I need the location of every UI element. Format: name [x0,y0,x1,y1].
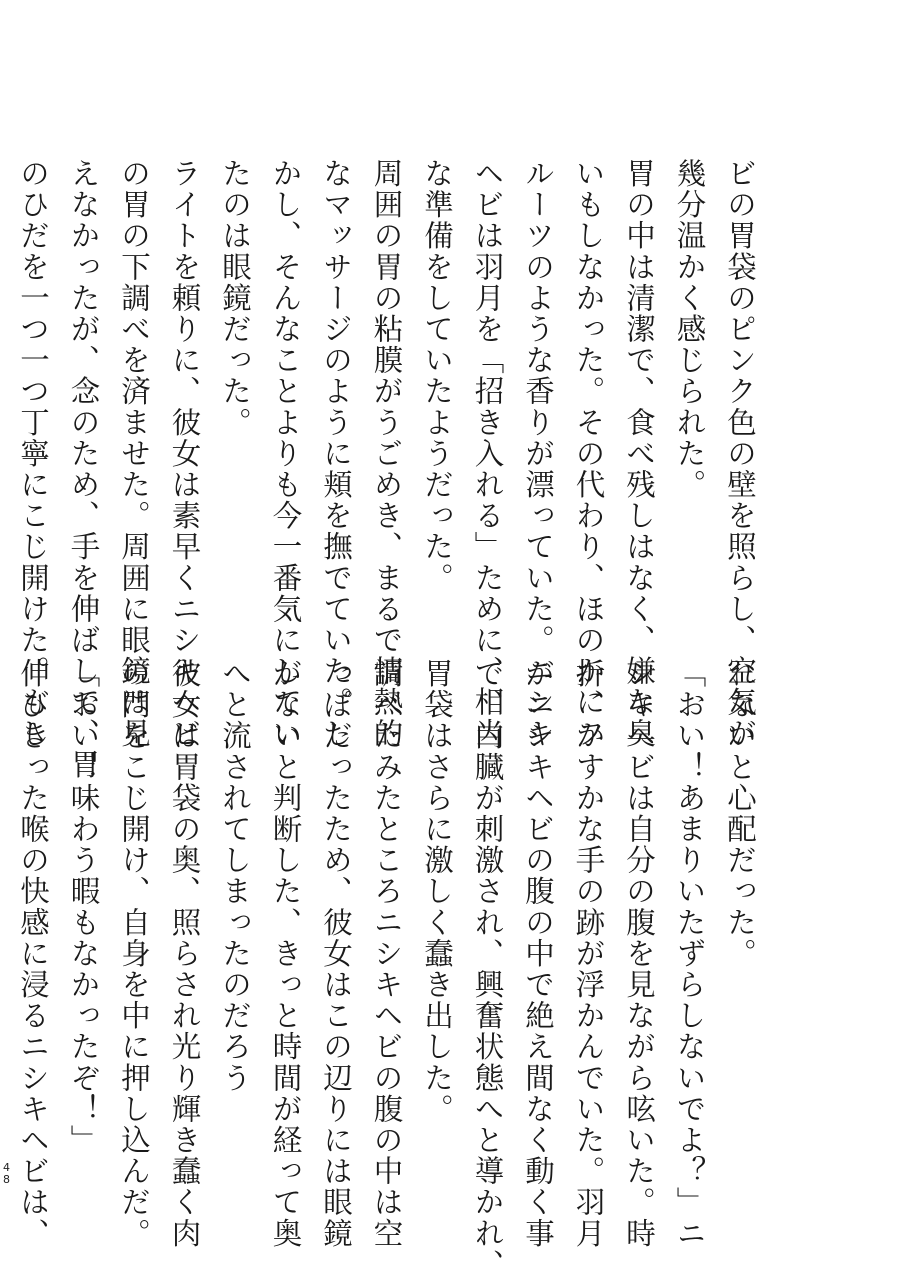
text-column: で、内臓が刺激され、興奮状態へと導かれ、 [470,658,505,1280]
text-column: 胃の中は清潔で、食べ残しはなく、嫌な臭 [622,158,656,749]
text-column: ヘビは羽月を「招き入れる」ために、相当 [470,158,505,749]
text-column: がニシキヘビの腹の中で絶え間なく動く事 [521,658,555,1249]
text-column: の門をこじ開け、自身を中に押し込んだ。 [117,658,151,1249]
text-column: シキヘビは自分の腹を見ながら呟いた。時 [622,658,656,1249]
lower-text-block [16,658,765,1280]
text-column: がないと判断した、きっと時間が経って奥 [268,658,303,1249]
upper-text-block [16,158,765,780]
text-column: 「おい！あまりいたずらしないでよ？」ニ [672,658,707,1249]
text-column: たのは眼鏡だった。 [218,158,252,438]
text-column: れないと心配だった。 [723,658,757,969]
text-column: 彼女は胃袋の奥、照らされ光り輝き蠢く肉 [167,658,202,1249]
text-column: な準備をしていたようだった。 [420,158,454,594]
text-column: えなかったが、念のため、手を伸ばして、胃 [66,158,101,780]
text-column: へと流されてしまったのだろう [218,658,252,1094]
text-column: 胃袋はさらに激しく蠢き出した。 [420,658,454,1125]
text-column: の胃の下調べを済ませた。周囲に眼鏡は見 [117,158,151,749]
text-column: なマッサージのように頬を撫でていた。し [319,158,353,749]
text-column: かし、そんなことよりも今一番気にしてい [268,158,303,749]
text-column: 伸びきった喉の快感に浸るニシキヘビは、 [16,658,50,1249]
text-column: 周囲の胃の粘膜がうごめき、まるで情熱的 [369,158,404,749]
text-column: ビの胃袋のピンク色の壁を照らし、空気が [723,158,757,749]
text-column: ライトを頼りに、彼女は素早くニシキヘビ [167,158,202,749]
page-number: 48 [3,1161,10,1186]
text-column: 調べたみたところニシキヘビの腹の中は空 [369,658,404,1249]
text-column: ルーツのような香りが漂っていた。ニシキ [521,158,555,749]
text-column: いもしなかった。その代わり、ほのかにフ [571,158,606,749]
text-column: 幾分温かく感じられた。 [672,158,707,501]
text-column: 「おい！味わう暇もなかったぞ！」 [66,658,101,1156]
text-column: っぽだったため、彼女はこの辺りには眼鏡 [319,658,353,1249]
text-column: のひだを一つ一つ丁寧にこじ開けた。もし [16,158,50,749]
text-column [0,158,8,638]
text-column: 折、かすかな手の跡が浮かんでいた。羽月 [571,658,606,1249]
